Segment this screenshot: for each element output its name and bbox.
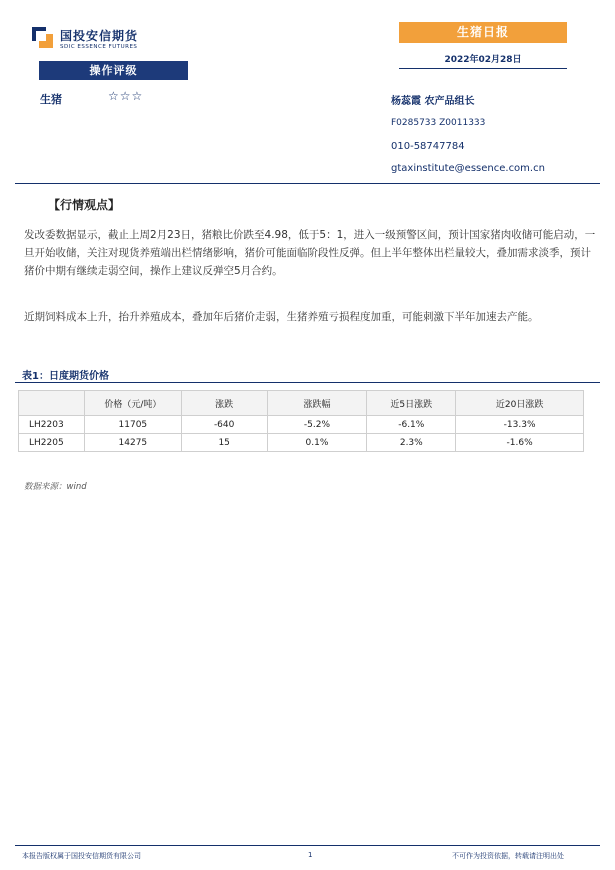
table-cell: 14275 (84, 434, 181, 452)
table-cell: -640 (181, 416, 267, 434)
company-logo-icon (32, 27, 54, 49)
analyst-email[interactable]: gtaxinstitute@essence.com.cn (391, 163, 545, 174)
table-cell: 11705 (84, 416, 181, 434)
logo-english-name: SDIC ESSENCE FUTURES (60, 44, 138, 50)
page-number: 1 (308, 851, 313, 859)
view-paragraph-1: 发改委数据显示，截止上周2月23日，猪粮比价跌至4.98，低于5：1，进入一级预警区间，预计国家猪肉收储可能启动，一旦开始收储，关注对现货养殖端出栏情绪影响，猪价可能面临阶段性反弹。但上半年整体出栏量较大，叠加需求淡季，预计猪价中期有继续走弱空间，操作上建议反弹空5月合约。 (24, 229, 596, 277)
analyst-name: 杨蕊霞 农产品组长 (391, 96, 475, 107)
data-source: 数据来源：wind (24, 482, 87, 492)
report-type-banner: 生猪日报 (399, 22, 567, 43)
table-cell: -1.6% (456, 434, 584, 452)
table-divider (15, 382, 600, 383)
table-header-row (19, 391, 584, 416)
footer-disclaimer: 不可作为投资依据，转载请注明出处 (452, 852, 564, 860)
table-header-cell: 涨跌 (181, 391, 267, 416)
table-header-cell: 涨跌幅 (267, 391, 367, 416)
table-title: 表1：日度期货价格 (22, 371, 109, 382)
contract-code: LH2205 (19, 434, 85, 452)
footer-copyright: 本报告版权属于国投安信期货有限公司 (22, 852, 141, 860)
futures-price-table (18, 390, 584, 452)
report-date: 2022年02月28日 (444, 55, 522, 65)
table-cell: -6.1% (367, 416, 456, 434)
table-header-cell: 近20日涨跌 (456, 391, 584, 416)
logo-chinese-name: 国投安信期货 (60, 29, 139, 43)
date-divider (399, 68, 567, 69)
table-row (19, 434, 584, 452)
table-cell: -13.3% (456, 416, 584, 434)
table-header-cell (19, 391, 85, 416)
contract-code: LH2203 (19, 416, 85, 434)
rating-banner: 操作评级 (39, 61, 188, 80)
analyst-phone: 010-58747784 (391, 141, 465, 152)
table-row (19, 416, 584, 434)
table-cell: 0.1% (267, 434, 367, 452)
header-divider (15, 183, 600, 184)
table-cell: -5.2% (267, 416, 367, 434)
section-title: 【行情观点】 (48, 198, 121, 212)
table-cell: 15 (181, 434, 267, 452)
footer-divider (15, 845, 600, 846)
table-header-cell: 价格（元/吨） (84, 391, 181, 416)
rating-stars-icon: ☆☆☆ (108, 89, 144, 103)
table-cell: 2.3% (367, 434, 456, 452)
table-header-cell: 近5日涨跌 (367, 391, 456, 416)
analyst-certificate: F0285733 Z0011333 (391, 118, 486, 128)
view-paragraph-2: 近期饲料成本上升，抬升养殖成本，叠加年后猪价走弱，生猪养殖亏损程度加重，可能刺激下半年加速去产能。 (24, 311, 539, 323)
commodity-name: 生猪 (40, 93, 62, 106)
